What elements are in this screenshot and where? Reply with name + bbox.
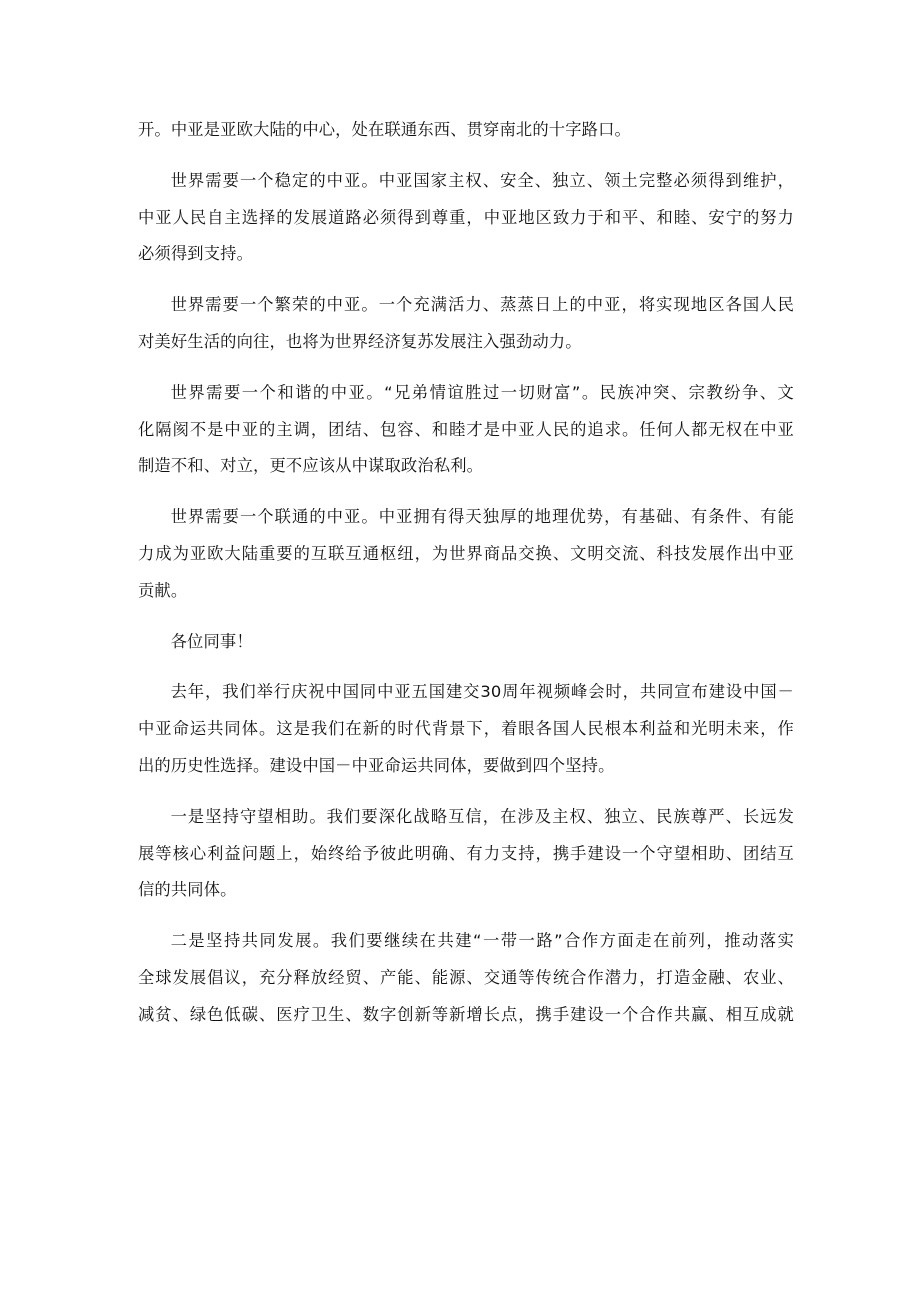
paragraph-line: 全球发展倡议，充分释放经贸、产能、能源、交通等传统合作潜力，打造金融、农业、 [138,967,794,987]
paragraph-8 [138,923,794,1033]
paragraph-line: 对美好生活的向往，也将为世界经济复苏发展注入强劲动力。 [138,331,582,351]
paragraph-line: 信的共同体。 [138,880,237,900]
paragraph-line: 制造不和、对立，更不应该从中谋取政治私利。 [138,456,484,476]
paragraph-1 [138,163,794,273]
paragraph-line: 中亚人民自主选择的发展道路必须得到尊重，中亚地区致力于和平、和睦、安宁的努力 [138,207,794,227]
paragraph-3 [138,375,794,485]
paragraph-line: 一是坚持守望相助。我们要深化战略互信，在涉及主权、独立、民族尊严、长远发 [170,806,794,826]
paragraph-line: 出的历史性选择。建设中国－中亚命运共同体，要做到四个坚持。 [138,755,615,775]
paragraph-5 [138,624,794,661]
paragraph-7 [138,799,794,909]
paragraph-line: 二是坚持共同发展。我们要继续在共建“一带一路”合作方面走在前列，推动落实 [170,931,794,951]
paragraph-2 [138,287,794,361]
paragraph-line: 化隔阂不是中亚的主调，团结、包容、和睦才是中亚人民的追求。任何人都无权在中亚 [138,419,794,439]
paragraph-line: 开。中亚是亚欧大陆的中心，处在联通东西、贯穿南北的十字路口。 [138,120,631,139]
paragraph-line: 中亚命运共同体。这是我们在新的时代背景下，着眼各国人民根本利益和光明未来，作 [138,719,794,739]
paragraph-4 [138,499,794,609]
paragraph-line: 世界需要一个繁荣的中亚。一个充满活力、蒸蒸日上的中亚，将实现地区各国人民 [170,295,794,315]
paragraph-line: 贡献。 [138,580,188,600]
paragraph-line: 展等核心利益问题上，始终给予彼此明确、有力支持，携手建设一个守望相助、团结互 [138,843,794,863]
paragraph-line: 去年，我们举行庆祝中国同中亚五国建交30周年视频峰会时，共同宣布建设中国－ [170,682,794,702]
paragraph-line: 必须得到支持。 [138,244,254,264]
paragraph-0 [138,112,794,149]
paragraph-line: 世界需要一个和谐的中亚。“兄弟情谊胜过一切财富”。民族冲突、宗教纷争、文 [170,382,794,402]
paragraph-line: 世界需要一个联通的中亚。中亚拥有得天独厚的地理优势，有基础、有条件、有能 [170,507,794,527]
paragraph-line: 世界需要一个稳定的中亚。中亚国家主权、安全、独立、领土完整必须得到维护， [170,170,794,190]
paragraph-line: 力成为亚欧大陆重要的互联互通枢纽，为世界商品交换、文明交流、科技发展作出中亚 [138,543,794,563]
paragraph-line: 各位同事！ [170,631,253,651]
paragraph-6 [138,674,794,784]
document-page [138,112,794,1048]
paragraph-line: 减贫、绿色低碳、医疗卫生、数字创新等新增长点，携手建设一个合作共赢、相互成就 [138,1004,794,1024]
